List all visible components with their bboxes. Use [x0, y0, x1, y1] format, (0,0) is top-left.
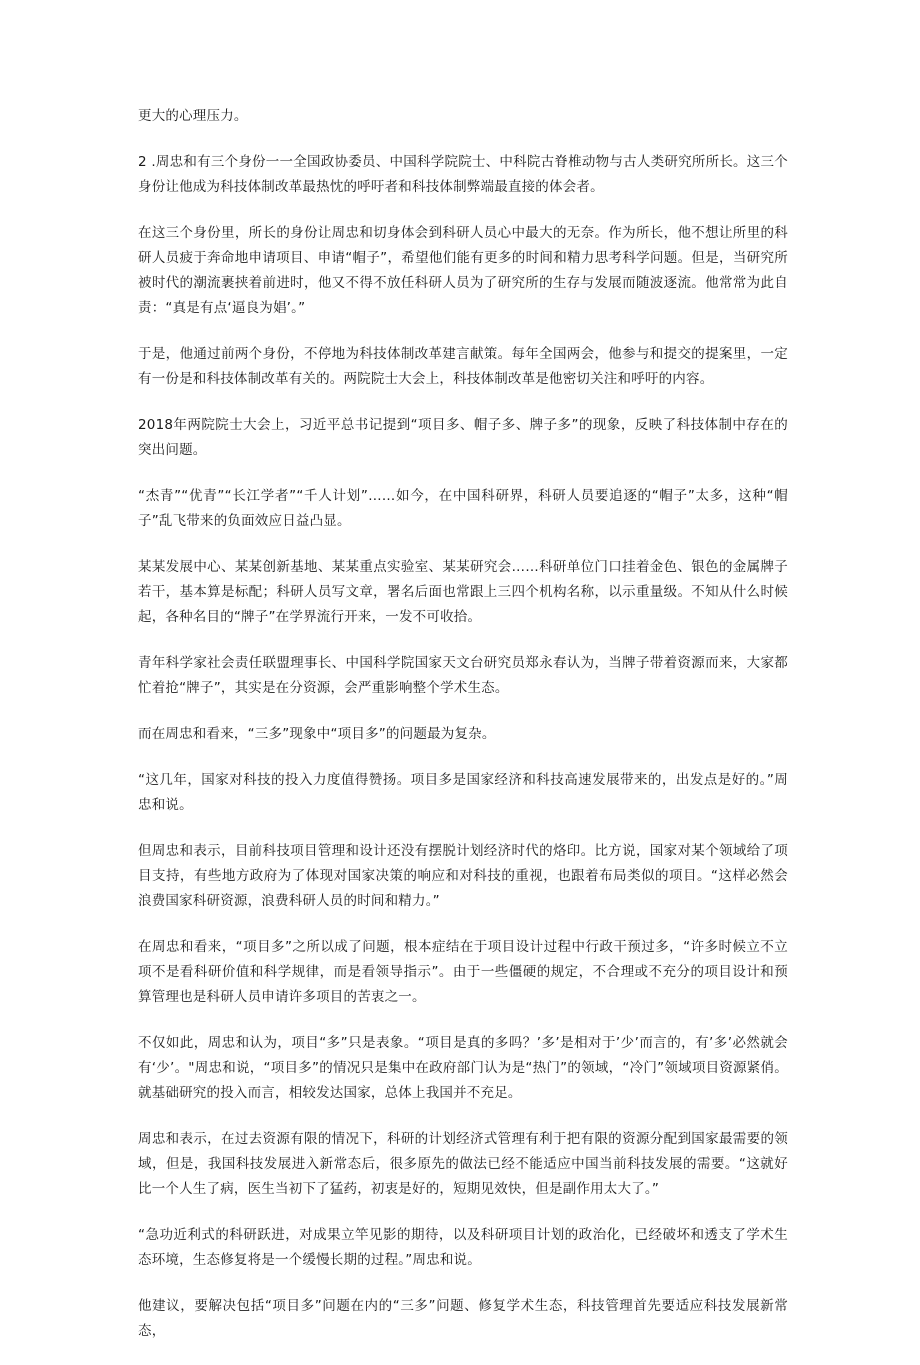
paragraph: 不仅如此，周忠和认为，项目“多”只是表象。“项目是真的多吗？’多’是相对于’少’而言的，有’多’必然就会有‘少’。"周忠和说，“项目多”的情况只是集中在政府部门认为是“热门”的领域，“冷门”领域项目资源紧俏。就基础研究的投入而言，相较发达国家，总体上我国并不充足。: [138, 1035, 788, 1101]
paragraph: 某某发展中心、某某创新基地、某某重点实验室、某某研究会……科研单位门口挂着金色、银色的金属牌子若干，基本算是标配；科研人员写文章，署名后面也常跟上三四个机构名称，以示重量级。不知从什么时候起，各种名目的“牌子”在学界流行开来，一发不可收拾。: [138, 559, 788, 625]
paragraph: 2 .周忠和有三个身份一一全国政协委员、中国科学院院士、中科院古脊椎动物与古人类研究所所长。这三个身份让他成为科技体制改革最热忱的呼吁者和科技体制弊端最直接的体会者。: [138, 154, 788, 195]
document-body: [138, 104, 788, 1365]
paragraph: 而在周忠和看来，“三多”现象中“项目多”的问题最为复杂。: [138, 726, 496, 742]
paragraph: 在这三个身份里，所长的身份让周忠和切身体会到科研人员心中最大的无奈。作为所长，他不想让所里的科研人员疲于奔命地申请项目、申请“帽子”，希望他们能有更多的时间和精力思考科学问题。但是，当研究所被时代的潮流裹挟着前进时，他又不得不放任科研人员为了研究所的生存与发展而随波逐流。他常常为此自责：“真是有点‘逼良为娼’。”: [138, 225, 788, 316]
paragraph: 2018年两院院士大会上，习近平总书记提到“项目多、帽子多、牌子多”的现象，反映了科技体制中存在的突出问题。: [138, 417, 788, 458]
paragraph: “杰青”“优青”“长江学者”“千人计划”……如今，在中国科研界，科研人员要追逐的“帽子”太多，这种“帽子”乱飞带来的负面效应日益凸显。: [138, 488, 788, 529]
paragraph: “急功近利式的科研跃进，对成果立竿见影的期待，以及科研项目计划的政治化，已经破坏和透支了学术生态环境，生态修复将是一个缓慢长期的过程。”周忠和说。: [138, 1227, 788, 1268]
paragraph: 青年科学家社会责任联盟理事长、中国科学院国家天文台研究员郑永春认为，当牌子带着资源而来，大家都忙着抢“牌子”，其实是在分资源，会严重影响整个学术生态。: [138, 655, 788, 696]
paragraph: 更大的心理压力。: [138, 108, 248, 124]
paragraph: 周忠和表示，在过去资源有限的情况下，科研的计划经济式管理有利于把有限的资源分配到国家最需要的领域，但是，我国科技发展进入新常态后，很多原先的做法已经不能适应中国当前科技发展的需要。“这就好比一个人生了病，医生当初下了猛药，初衷是好的，短期见效快，但是副作用太大了。”: [138, 1131, 788, 1197]
paragraph: 在周忠和看来，“项目多”之所以成了问题，根本症结在于项目设计过程中行政干预过多，“许多时候立不立项不是看科研价值和科学规律，而是看领导指示”。由于一些僵硬的规定，不合理或不充分的项目设计和预算管理也是科研人员申请许多项目的苦衷之一。: [138, 939, 788, 1005]
paragraph: 于是，他通过前两个身份，不停地为科技体制改革建言献策。每年全国两会，他参与和提交的提案里，一定有一份是和科技体制改革有关的。两院院士大会上，科技体制改革是他密切关注和呼吁的内容。: [138, 346, 788, 387]
paragraph: 但周忠和表示，目前科技项目管理和设计还没有摆脱计划经济时代的烙印。比方说，国家对某个领域给了项目支持，有些地方政府为了体现对国家决策的响应和对科技的重视，也跟着布局类似的项目。“这样必然会浪费国家科研资源，浪费科研人员的时间和精力。”: [138, 843, 788, 909]
paragraph: “这几年，国家对科技的投入力度值得赞扬。项目多是国家经济和科技高速发展带来的，出发点是好的。”周忠和说。: [138, 772, 788, 813]
paragraph: 他建议，要解决包括“项目多”问题在内的“三多”问题、修复学术生态，科技管理首先要适应科技发展新常态，: [138, 1298, 788, 1339]
